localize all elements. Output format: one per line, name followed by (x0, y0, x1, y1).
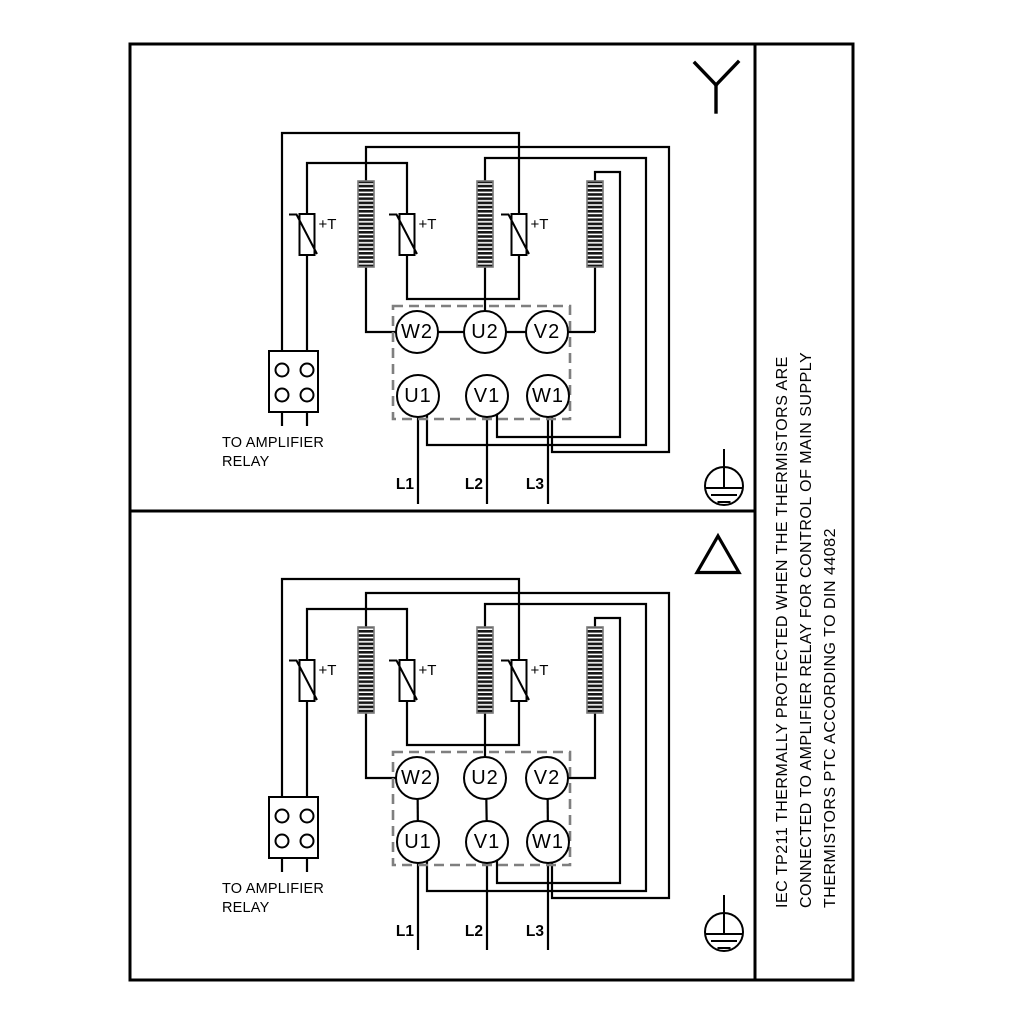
winding-coil-v (587, 627, 603, 713)
sidebar-note (774, 352, 839, 908)
terminal-label-v2: V2 (533, 767, 561, 789)
terminal-label-v2: V2 (533, 321, 561, 343)
supply-label-l1: L1 (395, 476, 414, 493)
panel-delta (222, 536, 743, 951)
thermistor-label: +T (530, 662, 549, 679)
terminal-label-u2: U2 (471, 321, 499, 343)
terminal-label-u1: U1 (404, 385, 432, 407)
winding-coil-w (358, 627, 374, 713)
amplifier-relay-terminal (269, 797, 318, 858)
star-symbol-icon (695, 62, 738, 112)
thermistor-2 (389, 214, 417, 255)
thermistor-1 (289, 660, 317, 701)
thermistor-3 (501, 660, 529, 701)
ground-icon (705, 449, 743, 505)
supply-label-l1: L1 (395, 923, 414, 940)
thermistor-label: +T (418, 662, 437, 679)
panel-star (222, 62, 743, 505)
terminal-block (393, 306, 570, 419)
terminal-block (393, 752, 570, 865)
relay-note-line1: TO AMPLIFIER (222, 881, 325, 897)
relay-note-line1: TO AMPLIFIER (222, 435, 325, 451)
terminal-label-w1: W1 (532, 385, 564, 407)
ground-icon (705, 895, 743, 951)
thermistor-1 (289, 214, 317, 255)
supply-label-l3: L3 (525, 476, 544, 493)
delta-symbol-icon (697, 536, 739, 573)
thermistor-3 (501, 214, 529, 255)
relay-note-line2: RELAY (222, 900, 270, 916)
supply-label-l3: L3 (525, 923, 544, 940)
sidebar-note-line3: THERMISTORS PTC ACCORDING TO DIN 44082 (822, 528, 839, 908)
winding-coil-v (587, 181, 603, 267)
thermistor-label: +T (318, 662, 337, 679)
terminal-label-v1: V1 (473, 831, 501, 853)
thermistor-label: +T (530, 216, 549, 233)
terminal-label-w2: W2 (401, 321, 433, 343)
terminal-label-u1: U1 (404, 831, 432, 853)
thermistor-2 (389, 660, 417, 701)
amplifier-relay-terminal (269, 351, 318, 412)
sidebar-note-line2: CONNECTED TO AMPLIFIER RELAY FOR CONTROL OF MAIN SUPPLY (798, 351, 815, 908)
winding-coil-u (477, 181, 493, 267)
thermistor-label: +T (318, 216, 337, 233)
relay-note-line2: RELAY (222, 454, 270, 470)
terminal-label-w2: W2 (401, 767, 433, 789)
supply-label-l2: L2 (464, 476, 483, 493)
terminal-label-w1: W1 (532, 831, 564, 853)
terminal-label-v1: V1 (473, 385, 501, 407)
winding-coil-u (477, 627, 493, 713)
thermistor-label: +T (418, 216, 437, 233)
supply-label-l2: L2 (464, 923, 483, 940)
terminal-label-u2: U2 (471, 767, 499, 789)
winding-coil-w (358, 181, 374, 267)
sidebar-note-line1: IEC TP211 THERMALLY PROTECTED WHEN THE THERMISTORS ARE (774, 356, 791, 908)
